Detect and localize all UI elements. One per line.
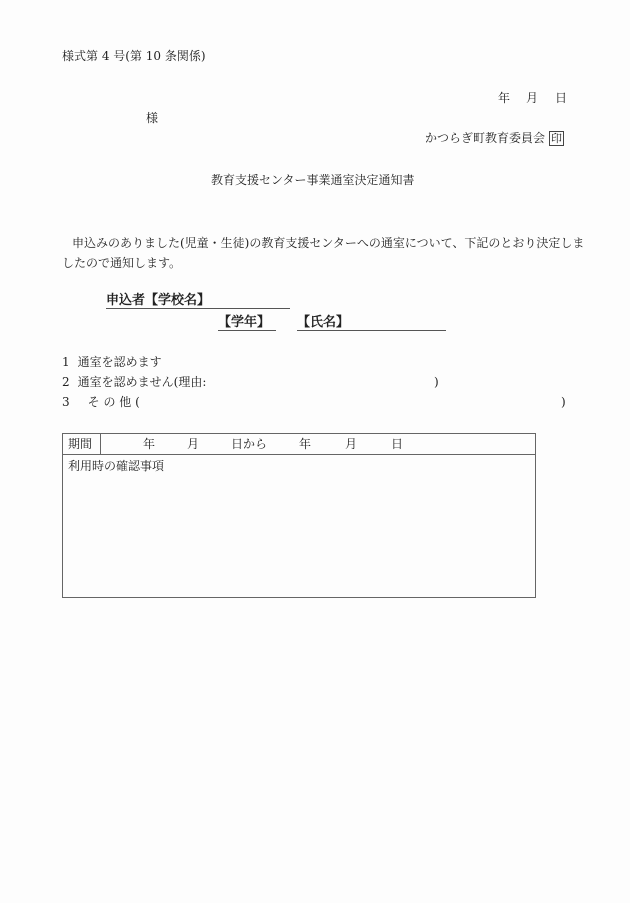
- school-name-label: 申込者【学校名】: [106, 294, 290, 309]
- date-day: 日: [555, 91, 568, 105]
- form-number: 様式第 4 号(第 10 条関係): [62, 49, 206, 63]
- option-2-close-paren: ): [434, 375, 439, 389]
- student-name-label: 【氏名】: [297, 316, 446, 331]
- period-end-year[interactable]: 年: [299, 437, 312, 451]
- body-text-line-1: [62, 236, 584, 250]
- period-table: [62, 433, 536, 598]
- date-month: 月: [526, 91, 539, 105]
- issuer-line: [425, 131, 564, 146]
- period-label: 期間: [63, 434, 101, 454]
- date-year: 年: [498, 91, 511, 105]
- period-start-year[interactable]: 年: [143, 437, 156, 451]
- usage-notes-label: 利用時の確認事項: [68, 459, 165, 473]
- period-end-day[interactable]: 日: [391, 437, 404, 451]
- school-name-field[interactable]: [106, 293, 290, 309]
- period-end-month[interactable]: 月: [345, 437, 358, 451]
- usage-notes-area[interactable]: [63, 476, 535, 597]
- option-3[interactable]: 3 そ の 他 (: [62, 395, 140, 409]
- period-start-day[interactable]: 日から: [231, 437, 268, 451]
- period-row: [63, 434, 535, 455]
- student-name-field[interactable]: [297, 315, 446, 331]
- period-start-month[interactable]: 月: [187, 437, 200, 451]
- body-text-line-2: したので通知します。: [62, 256, 182, 270]
- option-3-close-paren: ): [561, 395, 566, 409]
- grade-field[interactable]: [218, 315, 276, 331]
- document-title: 教育支援センター事業通室決定通知書: [211, 173, 415, 187]
- body-text-1: 申込みのありました(児童・生徒)の教育支援センターへの通室について、下記のとおり決定しま: [72, 236, 585, 250]
- grade-label: 【学年】: [218, 316, 276, 331]
- recipient-suffix: 様: [146, 111, 159, 125]
- option-1[interactable]: 1 通室を認めます: [62, 355, 162, 369]
- seal-icon: 印: [551, 132, 563, 145]
- issuer-name: かつらぎ町教育委員会: [425, 131, 546, 145]
- option-2[interactable]: 2 通室を認めません(理由:: [62, 375, 207, 389]
